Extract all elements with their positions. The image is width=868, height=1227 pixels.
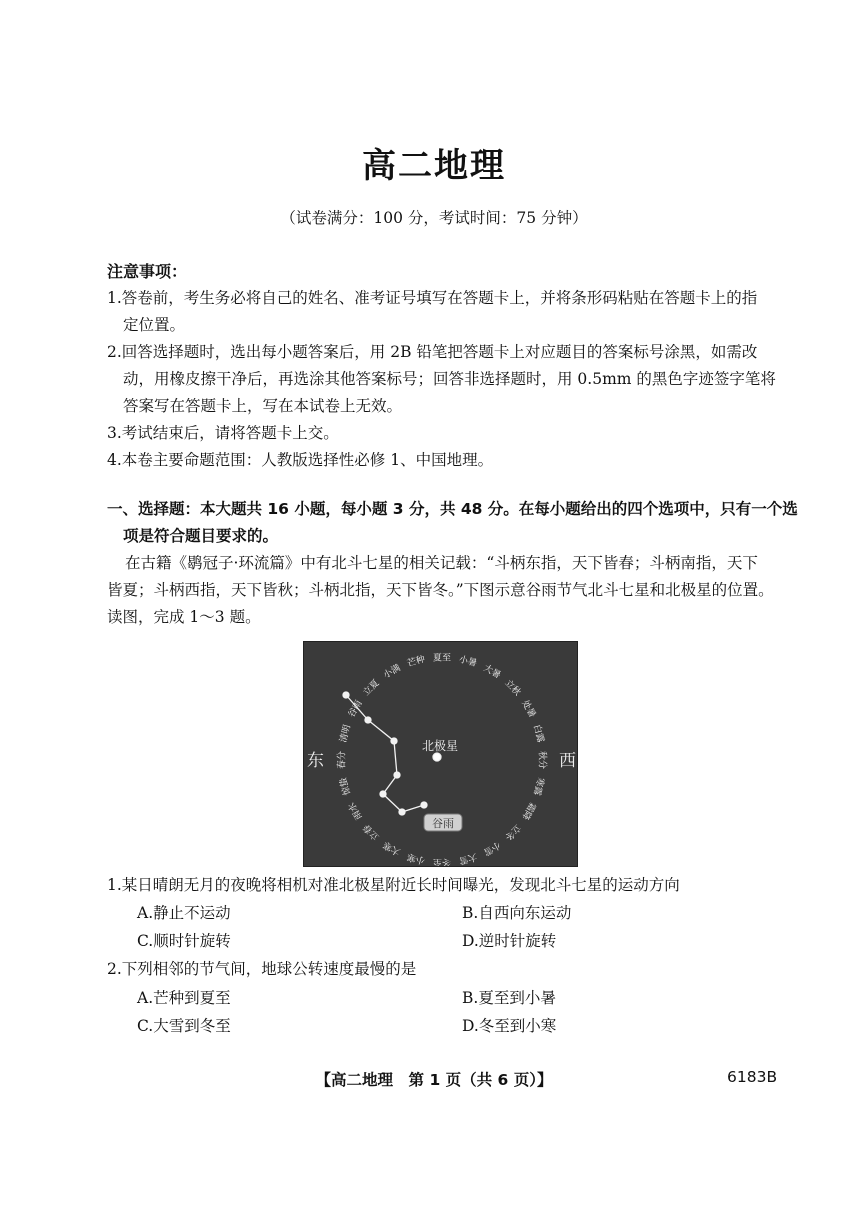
solar-term-label: 大寒 xyxy=(381,839,403,857)
solar-term-label: 白露 xyxy=(530,723,546,744)
dipper-star xyxy=(394,772,400,778)
question-1-option[interactable]: C.顺时针旋转 xyxy=(137,932,231,950)
page-title: 高二地理 xyxy=(362,146,506,186)
dipper-star xyxy=(399,809,405,815)
question-1-option[interactable]: A.静止不运动 xyxy=(137,904,231,922)
solar-term-label: 小满 xyxy=(381,663,403,681)
question-2-option[interactable]: A.芒种到夏至 xyxy=(137,989,231,1007)
solar-term-label: 立冬 xyxy=(502,821,523,842)
notice-item: 定位置。 xyxy=(123,316,186,334)
solar-term-label: 谷雨 xyxy=(346,698,365,720)
question-1-option[interactable]: B.自西向东运动 xyxy=(462,904,572,922)
question-1-stem: 1.某日晴朗无月的夜晚将相机对准北极星附近长时间曝光，发现北斗七星的运动方向 xyxy=(107,876,680,894)
solar-term-label: 大暑 xyxy=(481,663,503,681)
solar-term-label: 惊蛰 xyxy=(338,776,354,797)
solar-term-label: 霜降 xyxy=(519,800,538,822)
dipper-star xyxy=(380,791,386,797)
page-footer: 【高二地理 第 1 页（共 6 页）】 xyxy=(315,1071,553,1089)
exam-info: （试卷满分：100 分，考试时间：75 分钟） xyxy=(280,209,588,227)
notice-item: 4.本卷主要命题范围：人教版选择性必修 1、中国地理。 xyxy=(107,451,494,469)
solar-term-label: 夏至 xyxy=(432,653,452,664)
notice-heading: 注意事项： xyxy=(107,262,188,281)
solar-term-label: 立秋 xyxy=(502,678,523,699)
notice-item: 1.答卷前，考生务必将自己的姓名、准考证号填写在答题卡上，并将条形码粘贴在答题卡上的指 xyxy=(107,289,758,307)
figure-canvas xyxy=(304,642,578,867)
section-heading: 一、选择题：本大题共 16 小题，每小题 3 分，共 48 分。在每小题给出的四个选项中，只有一个选 xyxy=(107,500,798,518)
passage-text: 皆夏；斗柄西指，天下皆秋；斗柄北指，天下皆冬。”下图示意谷雨节气北斗七星和北极星的位置。 xyxy=(107,581,774,599)
dipper-star xyxy=(343,692,349,698)
dipper-star xyxy=(391,738,397,744)
solar-term-label: 秋分 xyxy=(536,750,547,770)
east-label: 东 xyxy=(307,751,324,771)
question-2-stem: 2.下列相邻的节气间，地球公转速度最慢的是 xyxy=(107,960,417,978)
question-2-option[interactable]: D.冬至到小寒 xyxy=(462,1017,557,1035)
west-label: 西 xyxy=(559,751,576,771)
solar-term-label: 雨水 xyxy=(346,800,365,822)
solar-term-label: 立春 xyxy=(361,821,382,842)
solar-term-label: 小雪 xyxy=(481,839,503,857)
paper-code: 6183B xyxy=(727,1068,778,1086)
solar-term-label: 小暑 xyxy=(457,654,478,670)
dipper-star xyxy=(365,717,371,723)
notice-item: 3.考试结束后，请将答题卡上交。 xyxy=(107,424,339,442)
notice-item: 动，用橡皮擦干净后，再选涂其他答案标号；回答非选择题时，用 0.5mm 的黑色字迹签字笔将 xyxy=(123,370,776,388)
solar-term-label: 芒种 xyxy=(406,654,427,670)
passage-text: 读图，完成 1～3 题。 xyxy=(107,608,261,626)
notice-item: 答案写在答题卡上，写在本试卷上无效。 xyxy=(123,397,403,415)
solar-term-label: 清明 xyxy=(338,723,354,744)
solar-term-ring xyxy=(336,653,549,868)
center-label: 谷雨 xyxy=(432,817,454,830)
solar-term-label: 寒露 xyxy=(530,776,546,797)
solar-term-label: 冬至 xyxy=(432,856,452,867)
solar-term-label: 处暑 xyxy=(519,698,538,720)
big-dipper-figure xyxy=(303,641,578,867)
question-1-option[interactable]: D.逆时针旋转 xyxy=(462,932,557,950)
solar-term-label: 春分 xyxy=(337,750,348,770)
pole-star-label: 北极星 xyxy=(422,739,459,753)
pole-star xyxy=(433,753,441,761)
question-2-option[interactable]: C.大雪到冬至 xyxy=(137,1017,231,1035)
passage-text: 在古籍《鹖冠子·环流篇》中有北斗七星的相关记载：“斗柄东指，天下皆春；斗柄南指，天下 xyxy=(125,554,758,572)
solar-term-label: 大雪 xyxy=(457,850,478,866)
solar-term-label: 立夏 xyxy=(361,678,382,699)
notice-item: 2.回答选择题时，选出每小题答案后，用 2B 铅笔把答题卡上对应题目的答案标号涂黑，如需改 xyxy=(107,343,758,361)
section-heading-cont: 项是符合题目要求的。 xyxy=(123,527,279,545)
solar-term-label: 小寒 xyxy=(406,850,427,866)
question-2-option[interactable]: B.夏至到小暑 xyxy=(462,989,556,1007)
